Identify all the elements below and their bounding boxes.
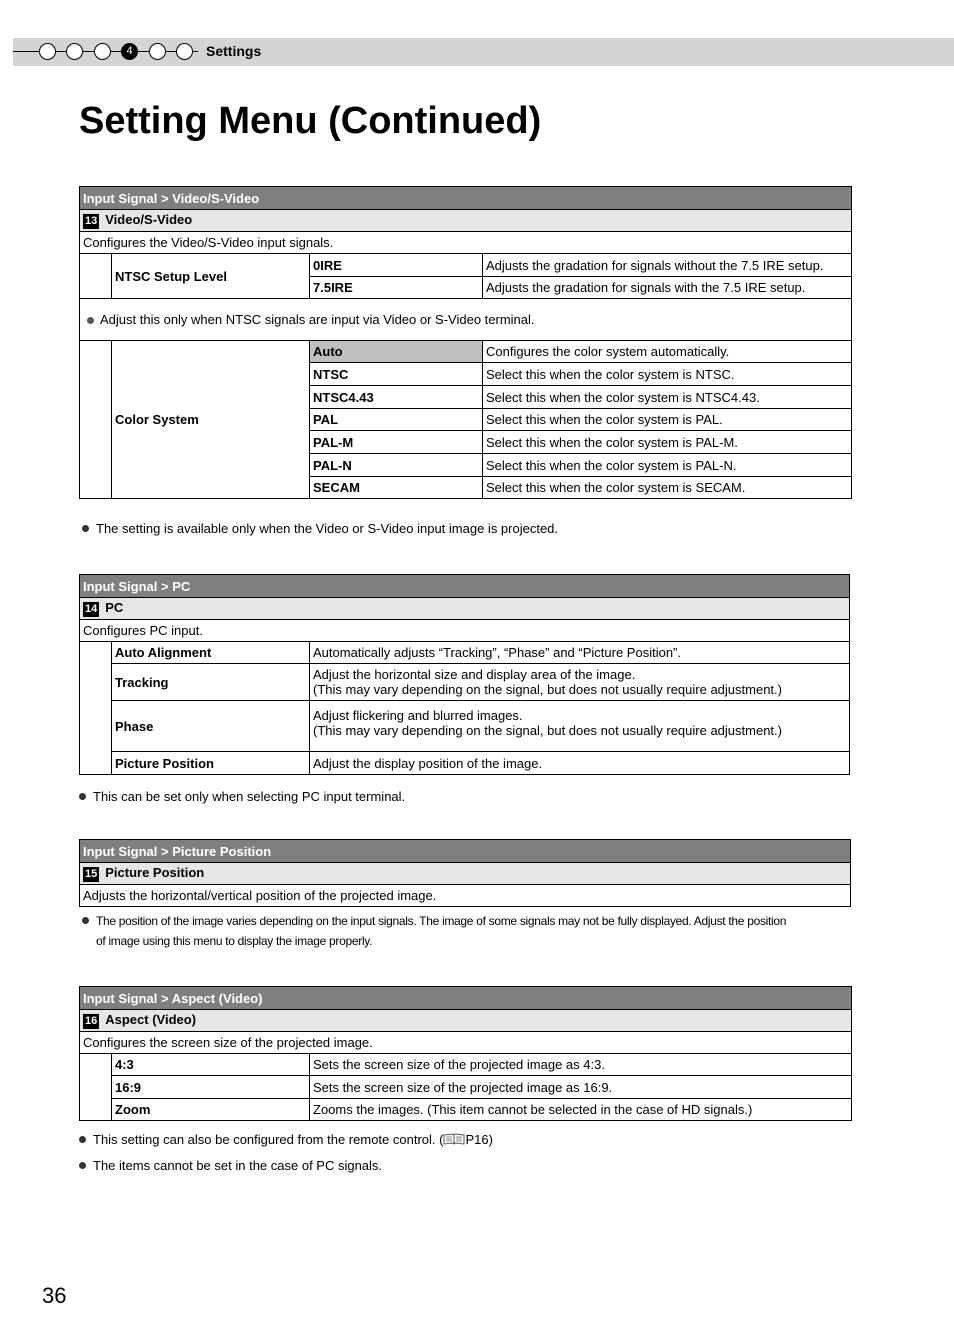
- setting-description: [310, 664, 850, 701]
- video-table: [79, 186, 852, 499]
- note-text: The setting is available only when the Video or S-Video input image is projected.: [96, 521, 559, 536]
- table-subtitle: [80, 1010, 852, 1032]
- note-text: ): [488, 1132, 493, 1147]
- description-line: Adjust flickering and blurred images.: [313, 708, 523, 723]
- section-name: Settings: [206, 43, 262, 59]
- option-name: NTSC4.43: [310, 386, 483, 409]
- table-subtitle: [80, 863, 851, 885]
- table-description: Adjusts the horizontal/vertical position of the projected image.: [80, 885, 851, 907]
- option-description: Zooms the images. (This item cannot be selected in the case of HD signals.): [310, 1099, 852, 1121]
- table-header: Input Signal > Picture Position: [80, 840, 851, 863]
- option-description: Adjusts the gradation for signals without the 7.5 IRE setup.: [483, 254, 852, 277]
- indent-cell: [80, 1054, 112, 1121]
- picture-position-table: [79, 839, 851, 907]
- option-description: Select this when the color system is PAL-M.: [483, 431, 852, 454]
- option-description: Sets the screen size of the projected image as 4:3.: [310, 1054, 852, 1076]
- option-description: Select this when the color system is PAL-N.: [483, 454, 852, 477]
- page-reference-link[interactable]: P16: [465, 1132, 489, 1147]
- note-text: Adjust this only when NTSC signals are input via Video or S-Video terminal.: [100, 312, 535, 327]
- note-text: The items cannot be set in the case of PC signals.: [93, 1158, 383, 1173]
- setting-description: [310, 752, 850, 775]
- chapter-bar: [13, 38, 954, 66]
- subtitle-text: Aspect (Video): [105, 1012, 197, 1027]
- bullet-icon: [79, 793, 86, 800]
- option-description: Select this when the color system is NTSC4.43.: [483, 386, 852, 409]
- option-description: Select this when the color system is NTSC.: [483, 363, 852, 386]
- bullet-icon: [87, 317, 94, 324]
- setting-label: Picture Position: [112, 752, 310, 775]
- aspect-table: [79, 986, 852, 1121]
- note-bullet: [79, 1158, 382, 1173]
- step-3: [94, 43, 111, 60]
- setting-label: Phase: [112, 701, 310, 752]
- note-bullet: [82, 911, 882, 951]
- step-5: [149, 43, 166, 60]
- bullet-icon: [79, 1162, 86, 1169]
- table-description: Configures PC input.: [80, 620, 850, 642]
- subtitle-text: PC: [105, 600, 124, 615]
- note-text: The position of the image varies depending on the input signals. The image of some signals may not be fully displayed. Adjust the position: [96, 914, 787, 928]
- item-number: 14: [85, 603, 98, 615]
- step-1: [39, 43, 56, 60]
- setting-label: NTSC Setup Level: [112, 254, 310, 299]
- option-name: PAL-N: [310, 454, 483, 477]
- option-name: Zoom: [112, 1099, 310, 1121]
- option-name: PAL: [310, 409, 483, 431]
- page-number: 36: [42, 1283, 67, 1308]
- table-subtitle: [80, 210, 852, 232]
- table-header: Input Signal > Aspect (Video): [80, 987, 852, 1010]
- step-4-current: 4: [121, 43, 138, 60]
- item-number: 16: [85, 1015, 98, 1027]
- item-number: 15: [85, 868, 98, 880]
- table-header: Input Signal > PC: [80, 575, 850, 598]
- note-bullet: [79, 1132, 493, 1147]
- option-name: NTSC: [310, 363, 483, 386]
- setting-label: Auto Alignment: [112, 642, 310, 664]
- bullet-icon: [79, 1136, 86, 1143]
- note-text: This can be set only when selecting PC input terminal.: [93, 789, 406, 804]
- setting-description: [310, 642, 850, 664]
- indent-cell: [80, 642, 112, 775]
- option-name: PAL-M: [310, 431, 483, 454]
- table-description: Configures the screen size of the projected image.: [80, 1032, 852, 1054]
- option-name: 7.5IRE: [310, 277, 483, 299]
- note-text: This setting can also be configured from the remote control. (: [93, 1132, 444, 1147]
- table-header: Input Signal > Video/S-Video: [80, 187, 852, 210]
- option-description: Select this when the color system is SECAM.: [483, 477, 852, 499]
- description-line: Adjust the display position of the image.: [313, 755, 543, 771]
- option-description: Configures the color system automatically.: [483, 341, 852, 363]
- item-number: 13: [85, 215, 98, 227]
- subtitle-text: Video/S-Video: [105, 212, 193, 227]
- subtitle-text: Picture Position: [105, 865, 205, 880]
- setting-label: Color System: [112, 341, 310, 499]
- option-name: SECAM: [310, 477, 483, 499]
- description-line: (This may vary depending on the signal, but does not usually require adjustment.): [313, 723, 782, 738]
- step-2: [66, 43, 83, 60]
- option-name: Auto: [310, 341, 483, 363]
- setting-label: Tracking: [112, 664, 310, 701]
- table-description: Configures the Video/S-Video input signals.: [80, 232, 852, 254]
- step-6: [176, 43, 193, 60]
- table-note: [80, 299, 852, 341]
- option-name: 4:3: [112, 1054, 310, 1076]
- description-line: Automatically adjusts “Tracking”, “Phase” and “Picture Position”.: [313, 645, 681, 660]
- option-description: Select this when the color system is PAL.: [483, 409, 852, 431]
- page-title: Setting Menu (Continued): [79, 100, 542, 142]
- setting-description: [310, 701, 850, 752]
- note-bullet: [82, 521, 558, 536]
- option-name: 16:9: [112, 1076, 310, 1099]
- description-line: Adjust the horizontal size and display area of the image.: [313, 667, 636, 682]
- indent-cell: [80, 254, 112, 299]
- option-description: Adjusts the gradation for signals with the 7.5 IRE setup.: [483, 277, 852, 299]
- book-reference-icon: [443, 1133, 465, 1145]
- option-name: 0IRE: [310, 254, 483, 277]
- pc-table: [79, 574, 850, 775]
- indent-cell: [80, 341, 112, 499]
- option-description: Sets the screen size of the projected image as 16:9.: [310, 1076, 852, 1099]
- table-subtitle: [80, 598, 850, 620]
- note-text: of image using this menu to display the image properly.: [96, 934, 373, 948]
- bullet-icon: [82, 525, 89, 532]
- note-bullet: [79, 789, 405, 804]
- bullet-icon: [82, 917, 89, 924]
- description-line: (This may vary depending on the signal, but does not usually require adjustment.): [313, 682, 782, 697]
